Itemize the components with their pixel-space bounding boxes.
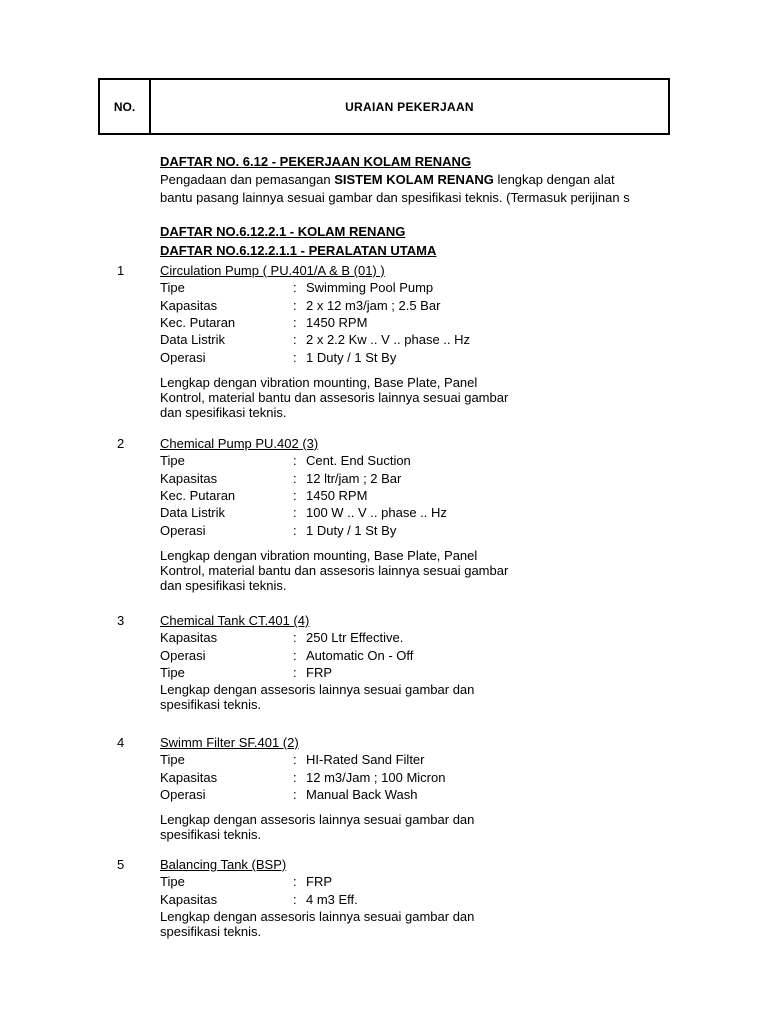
spec-label: Data Listrik: [160, 332, 226, 348]
spec-colon: :: [293, 505, 297, 521]
spec-colon: :: [293, 487, 297, 503]
item-note: Lengkap dengan assesoris lainnya sesuai gambar dan: [160, 682, 475, 698]
spec-value: 1450 RPM: [306, 314, 368, 330]
spec-colon: :: [293, 647, 297, 663]
item-number: 2: [117, 436, 125, 451]
item-note: Lengkap dengan assesoris lainnya sesuai gambar dan: [160, 812, 475, 828]
item-number: 5: [117, 857, 125, 872]
item-note: Kontrol, material bantu dan assesoris lainnya sesuai gambar: [160, 390, 509, 405]
intro-pre: Pengadaan dan pemasangan: [160, 172, 335, 187]
spec-value: Automatic On - Off: [306, 647, 414, 663]
item-note: spesifikasi teknis.: [160, 924, 262, 940]
spec-value: 2 x 2.2 Kw .. V .. phase .. Hz: [306, 332, 471, 348]
item-note: dan spesifikasi teknis.: [160, 405, 287, 421]
item-note: Kontrol, material bantu dan assesoris lainnya sesuai gambar: [160, 563, 509, 578]
item-note: Lengkap dengan vibration mounting, Base Plate, Panel: [160, 374, 478, 390]
section-title: DAFTAR NO. 6.12 - PEKERJAAN KOLAM RENANG: [160, 154, 472, 169]
spec-label: Kapasitas: [160, 630, 218, 646]
spec-colon: :: [293, 280, 297, 296]
spec-value: 1 Duty / 1 St By: [306, 349, 397, 365]
spec-colon: :: [293, 664, 297, 680]
item-note: Lengkap dengan vibration mounting, Base Plate, Panel: [160, 547, 478, 563]
spec-label: Operasi: [160, 349, 206, 365]
spec-colon: :: [293, 453, 297, 469]
spec-label: Operasi: [160, 522, 206, 538]
intro-line-2: bantu pasang lainnya sesuai gambar dan spesifikasi teknis. (Termasuk perijinan s: [160, 190, 630, 205]
spec-value: FRP: [306, 874, 332, 890]
spec-value: 250 Ltr Effective.: [306, 630, 404, 646]
spec-value: FRP: [306, 664, 332, 680]
intro-line-1: [160, 171, 615, 188]
spec-value: 12 m3/Jam ; 100 Micron: [306, 769, 446, 785]
item-title: Chemical Pump PU.402 (3): [160, 436, 319, 451]
spec-colon: :: [293, 786, 297, 802]
intro-bold: SISTEM KOLAM RENANG: [334, 172, 494, 187]
spec-colon: :: [293, 874, 297, 890]
item-note: dan spesifikasi teknis.: [160, 578, 287, 594]
item-number: 4: [117, 735, 125, 750]
spec-label: Operasi: [160, 786, 206, 802]
item-title: Circulation Pump ( PU.401/A & B (01) ): [160, 263, 385, 278]
spec-label: Operasi: [160, 647, 206, 663]
spec-label: Tipe: [160, 453, 185, 469]
spec-value: 12 ltr/jam ; 2 Bar: [306, 470, 402, 486]
spec-colon: :: [293, 349, 297, 365]
item-note: spesifikasi teknis.: [160, 827, 262, 843]
spec-value: 1450 RPM: [306, 487, 368, 503]
header-no: NO.: [100, 80, 151, 133]
spec-label: Kapasitas: [160, 769, 218, 785]
item-note: Lengkap dengan assesoris lainnya sesuai gambar dan: [160, 908, 475, 924]
subsection-title: DAFTAR NO.6.12.2.1.1 - PERALATAN UTAMA: [160, 243, 437, 258]
spec-colon: :: [293, 297, 297, 313]
spec-value: HI-Rated Sand Filter: [306, 752, 425, 768]
spec-value: 2 x 12 m3/jam ; 2.5 Bar: [306, 297, 441, 313]
item-title: Balancing Tank (BSP): [160, 857, 287, 872]
item-title: Swimm Filter SF.401 (2): [160, 735, 299, 750]
spec-value: 1 Duty / 1 St By: [306, 522, 397, 538]
spec-value: 100 W .. V .. phase .. Hz: [306, 505, 447, 521]
spec-label: Tipe: [160, 280, 185, 296]
spec-colon: :: [293, 891, 297, 907]
spec-colon: :: [293, 470, 297, 486]
item-title: Chemical Tank CT.401 (4): [160, 613, 310, 628]
spec-label: Tipe: [160, 874, 185, 890]
spec-colon: :: [293, 314, 297, 330]
header-uraian: URAIAN PEKERJAAN: [345, 99, 474, 114]
spec-colon: :: [293, 752, 297, 768]
item-note: spesifikasi teknis.: [160, 697, 262, 713]
spec-label: Tipe: [160, 664, 185, 680]
spec-label: Tipe: [160, 752, 185, 768]
item-number: 3: [117, 613, 125, 628]
spec-value: 4 m3 Eff.: [306, 891, 358, 907]
spec-label: Kapasitas: [160, 297, 218, 313]
item-number: 1: [117, 263, 125, 278]
spec-label: Kec. Putaran: [160, 487, 236, 503]
spec-label: Data Listrik: [160, 505, 226, 521]
spec-value: Manual Back Wash: [306, 786, 418, 802]
spec-value: Swimming Pool Pump: [306, 280, 434, 296]
spec-label: Kec. Putaran: [160, 314, 236, 330]
spec-colon: :: [293, 769, 297, 785]
spec-colon: :: [293, 522, 297, 538]
spec-label: Kapasitas: [160, 891, 218, 907]
spec-value: Cent. End Suction: [306, 453, 411, 469]
intro-post: lengkap dengan alat: [493, 172, 615, 187]
spec-label: Kapasitas: [160, 470, 218, 486]
spec-colon: :: [293, 630, 297, 646]
subsection-title: DAFTAR NO.6.12.2.1 - KOLAM RENANG: [160, 224, 406, 239]
spec-colon: :: [293, 332, 297, 348]
